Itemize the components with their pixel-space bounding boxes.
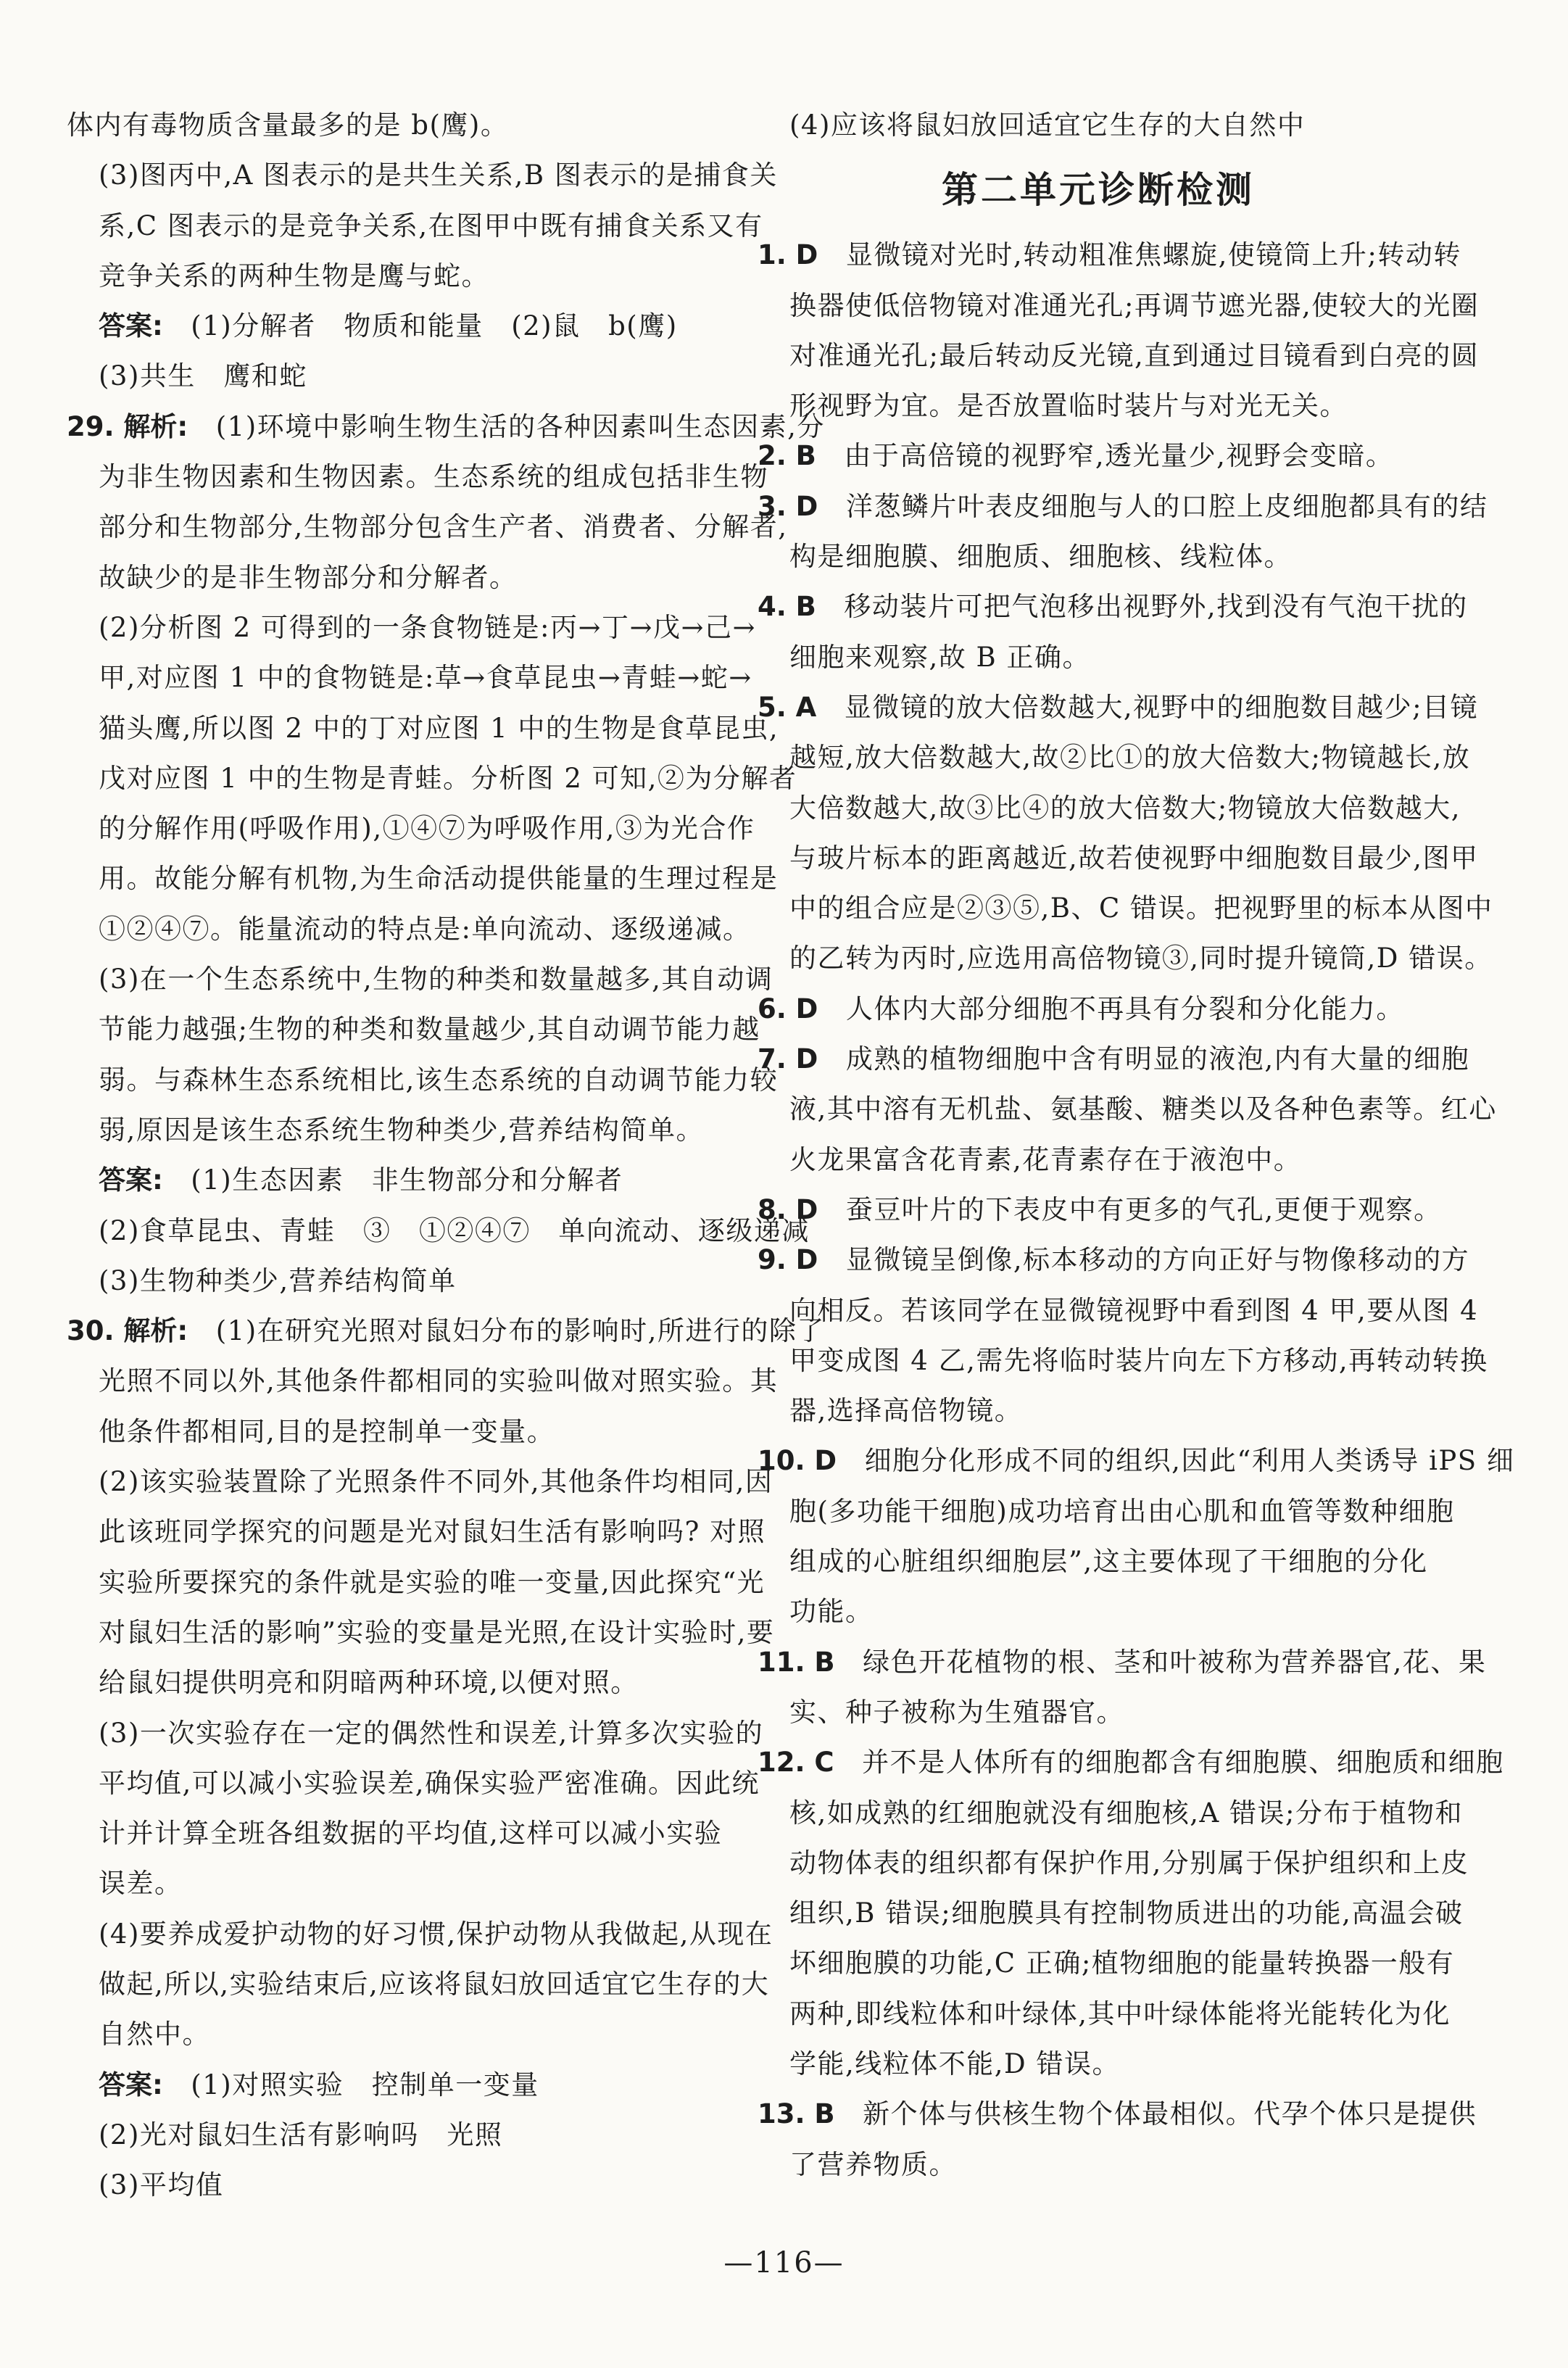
line-text: (3)生物种类少,营养结构简单 <box>99 1264 457 1296</box>
line-text: 实验所要探究的条件就是实验的唯一变量,因此探究“光 <box>99 1566 766 1598</box>
text-line <box>67 552 708 603</box>
line-text: (2)分析图 2 可得到的一条食物链是:丙→丁→戊→己→ <box>99 611 756 643</box>
line-text: 甲,对应图 1 中的食物链是:草→食草昆虫→青蛙→蛇→ <box>99 662 752 694</box>
text-line <box>758 1034 1470 1084</box>
text-line <box>67 753 797 803</box>
text-line <box>758 632 1439 682</box>
line-text: 新个体与供核生物个体最相似。代孕个体只是提供 <box>863 2098 1477 2130</box>
answer-list <box>758 230 1515 2190</box>
text-line <box>67 803 755 853</box>
item-label: 12. C <box>758 1747 834 1779</box>
line-text: (3)平均值 <box>99 2169 224 2201</box>
text-line <box>67 1708 764 1758</box>
text-line <box>758 732 1471 782</box>
text-line <box>758 1938 1455 1988</box>
text-line <box>67 1808 723 1858</box>
line-text: 换器使低倍物镜对准通光孔;再调节遮光器,使较大的光圈 <box>789 289 1480 321</box>
line-text: 功能。 <box>789 1596 874 1628</box>
item-label: 13. B <box>758 2098 835 2130</box>
line-text: 戊对应图 1 中的生物是青蛙。分析图 2 可知,②为分解者 <box>99 762 797 794</box>
line-text: 组织,B 错误;细胞膜具有控制物质进出的功能,高温会破 <box>789 1897 1464 1929</box>
line-text: (1)对照实验 控制单一变量 <box>191 2069 539 2100</box>
text-line <box>67 1909 773 1959</box>
text-line <box>67 1557 766 1607</box>
text-line <box>758 481 1488 531</box>
text-line <box>67 1105 708 1155</box>
item-label: 29. 解析: <box>67 410 188 442</box>
text-line <box>758 431 1439 481</box>
text-line <box>758 1135 1439 1185</box>
text-line <box>67 1858 708 1908</box>
text-line <box>758 1185 1442 1235</box>
line-text: (3)共生 鹰和蛇 <box>99 360 307 392</box>
text-line <box>758 783 1461 833</box>
line-text: 越短,放大倍数越大,故②比①的放大倍数大;物镜越长,放 <box>789 742 1471 774</box>
text-line <box>67 954 773 1004</box>
line-text: 细胞来观察,故 B 正确。 <box>789 641 1090 673</box>
line-text: 为非生物因素和生物因素。生态系统的组成包括非生物 <box>99 461 768 493</box>
text-line <box>758 2039 1439 2089</box>
line-text: (1)生态因素 非生物部分和分解者 <box>191 1164 623 1196</box>
text-line <box>758 1586 1439 1636</box>
line-text: 与玻片标本的距离越近,故若使视野中细胞数目最少,图甲 <box>789 842 1479 874</box>
text-line <box>67 1607 775 1657</box>
line-text: 系,C 图表示的是竞争关系,在图甲中既有捕食关系又有 <box>99 210 763 241</box>
text-line <box>758 984 1439 1034</box>
item-label: 答案: <box>99 310 163 342</box>
line-text: 平均值,可以减小实验误差,确保实验严密准确。因此统 <box>99 1767 760 1799</box>
text-line <box>67 1256 708 1306</box>
line-text: 显微镜呈倒像,标本移动的方向正好与物像移动的方 <box>845 1244 1470 1276</box>
line-text: 大倍数越大,故③比④的放大倍数大;物镜放大倍数越大, <box>789 792 1461 824</box>
line-text: 学能,线粒体不能,D 错误。 <box>789 2048 1120 2079</box>
line-text: 故缺少的是非生物部分和分解者。 <box>99 561 518 593</box>
text-line <box>758 1286 1479 1336</box>
text-line <box>758 230 1461 280</box>
text-line <box>67 653 752 703</box>
line-text: (3)一次实验存在一定的偶然性和误差,计算多次实验的 <box>99 1717 764 1749</box>
line-text: 坏细胞膜的功能,C 正确;植物细胞的能量转换器一般有 <box>789 1947 1455 1979</box>
text-line <box>758 2140 1439 2190</box>
line-text: (3)在一个生态系统中,生物的种类和数量越多,其自动调 <box>99 964 773 995</box>
text-line <box>67 301 708 351</box>
line-text: 两种,即线粒体和叶绿体,其中叶绿体能将光能转化为化 <box>789 1998 1451 2029</box>
text-line <box>67 1457 773 1507</box>
line-text: 细胞分化形成不同的组织,因此“利用人类诱导 iPS 细 <box>864 1445 1515 1477</box>
line-text: 此该班同学探究的问题是光对鼠妇生活有影响吗? 对照 <box>99 1516 766 1548</box>
text-line <box>67 853 779 903</box>
line-text: (2)光对鼠妇生活有影响吗 光照 <box>99 2119 503 2150</box>
line-text: (2)食草昆虫、青蛙 ③ ①②④⑦ 单向流动、逐级递减 <box>99 1214 810 1246</box>
text-line <box>67 1657 708 1707</box>
continuation-line: (4)应该将鼠妇放回适宜它生存的大自然中 <box>789 109 1306 141</box>
line-text: 弱,原因是该生态系统生物种类少,营养结构简单。 <box>99 1114 705 1146</box>
item-label: 6. D <box>758 993 818 1024</box>
line-text: 显微镜对光时,转动粗准焦螺旋,使镜筒上升;转动转 <box>845 239 1461 271</box>
text-line <box>758 1486 1455 1536</box>
line-text: 并不是人体所有的细胞都含有细胞膜、细胞质和细胞 <box>862 1747 1504 1779</box>
line-text: 绿色开花植物的根、茎和叶被称为营养器官,花、果 <box>863 1646 1487 1678</box>
line-text: 计并计算全班各组数据的平均值,这样可以减小实验 <box>99 1818 723 1850</box>
text-line <box>67 251 708 301</box>
text-line <box>67 1507 766 1557</box>
item-label: 4. B <box>758 591 816 623</box>
text-line <box>758 1235 1470 1285</box>
text-line <box>758 1084 1497 1134</box>
line-text: 用。故能分解有机物,为生命活动提供能量的生理过程是 <box>99 863 779 895</box>
line-text: (3)图丙中,A 图表示的是共生关系,B 图表示的是捕食关 <box>99 160 778 191</box>
line-text: 节能力越强;生物的种类和数量越少,其自动调节能力越 <box>99 1014 760 1046</box>
line-text: 猫头鹰,所以图 2 中的丁对应图 1 中的生物是食草昆虫, <box>99 712 779 744</box>
text-line <box>67 603 756 653</box>
text-line <box>758 933 1493 983</box>
text-line <box>758 1536 1439 1586</box>
line-text: 由于高倍镜的视野窄,透光量少,视野会变暗。 <box>844 440 1394 472</box>
line-text: 了营养物质。 <box>789 2148 957 2180</box>
line-text: 弱。与森林生态系统相比,该生态系统的自动调节能力较 <box>99 1064 779 1096</box>
line-text: 成熟的植物细胞中含有明显的液泡,内有大量的细胞 <box>845 1043 1470 1075</box>
text-line <box>758 1989 1451 2039</box>
item-label: 7. D <box>758 1043 818 1075</box>
line-text: 光照不同以外,其他条件都相同的实验叫做对照实验。其 <box>99 1365 779 1397</box>
text-line <box>67 2110 708 2160</box>
line-text: (4)要养成爱护动物的好习惯,保护动物从我做起,从现在 <box>99 1918 773 1950</box>
text-line <box>67 703 779 753</box>
line-text: 对鼠妇生活的影响”实验的变量是光照,在设计实验时,要 <box>99 1616 775 1648</box>
line-text: 误差。 <box>99 1868 183 1900</box>
line-text: 部分和生物部分,生物部分包含生产者、消费者、分解者, <box>99 511 788 543</box>
text-line <box>758 682 1479 732</box>
line-text: 向相反。若该同学在显微镜视野中看到图 4 甲,要从图 4 <box>789 1294 1479 1326</box>
line-text: 移动装片可把气泡移出视野外,找到没有气泡干扰的 <box>844 591 1468 623</box>
line-text: (1)环境中影响生物生活的各种因素叫生态因素,分 <box>215 410 825 442</box>
item-label: 30. 解析: <box>67 1315 188 1347</box>
line-text: 蚕豆叶片的下表皮中有更多的气孔,更便于观察。 <box>845 1193 1442 1225</box>
text-line <box>758 1436 1515 1486</box>
line-text: 显微镜的放大倍数越大,视野中的细胞数目越少;目镜 <box>844 691 1479 723</box>
text-line <box>758 281 1480 331</box>
text-line <box>758 1838 1469 1888</box>
text-line <box>67 1306 825 1356</box>
text-line <box>67 1055 779 1105</box>
item-label: 2. B <box>758 440 816 472</box>
line-text: (1)分解者 物质和能量 (2)鼠 b(鹰) <box>191 310 678 342</box>
line-text: 人体内大部分细胞不再具有分裂和分化能力。 <box>845 993 1404 1024</box>
line-text: 对准通光孔;最后转动反光镜,直到通过目镜看到白亮的圆 <box>789 339 1480 371</box>
text-line <box>758 331 1480 381</box>
right-column <box>758 100 1515 2190</box>
line-text: 液,其中溶有无机盐、氨基酸、糖类以及各种色素等。红心 <box>789 1093 1497 1125</box>
text-line <box>758 1637 1487 1687</box>
section-title: 第二单元诊断检测 <box>942 168 1255 212</box>
text-line <box>67 201 763 251</box>
line-text: 中的组合应是②③⑤,B、C 错误。把视野里的标本从图中 <box>789 893 1493 924</box>
item-label: 8. D <box>758 1193 818 1225</box>
text-line <box>758 1888 1464 1938</box>
line-text: 形视野为宜。是否放置临时装片与对光无关。 <box>789 390 1348 422</box>
text-line <box>758 1336 1488 1386</box>
text-line <box>758 1386 1439 1436</box>
line-text: 构是细胞膜、细胞质、细胞核、线粒体。 <box>789 541 1292 573</box>
text-line <box>67 1155 708 1205</box>
text-line <box>758 531 1439 581</box>
text-line <box>67 2160 708 2210</box>
item-label: 1. D <box>758 239 818 271</box>
line-text: 的分解作用(呼吸作用),①④⑦为呼吸作用,③为光合作 <box>99 813 755 845</box>
item-label: 10. D <box>758 1445 837 1477</box>
text-line <box>67 1004 760 1054</box>
text-line <box>67 150 778 200</box>
text-line <box>758 581 1468 632</box>
text-line <box>758 2089 1477 2139</box>
text-line <box>758 1737 1504 1787</box>
line-text: 自然中。 <box>99 2019 210 2050</box>
text-line <box>67 904 751 954</box>
line-text: 洋葱鳞片叶表皮细胞与人的口腔上皮细胞都具有的结 <box>845 490 1488 522</box>
text-line <box>67 502 788 552</box>
line-text: (2)该实验装置除了光照条件不同外,其他条件均相同,因 <box>99 1466 773 1498</box>
item-label: 答案: <box>99 2069 163 2100</box>
line-text: 体内有毒物质含量最多的是 b(鹰)。 <box>67 109 509 141</box>
line-text: 实、种子被称为生殖器官。 <box>789 1696 1124 1728</box>
text-line <box>758 1788 1463 1838</box>
text-line <box>67 2060 708 2110</box>
line-text: 做起,所以,实验结束后,应该将鼠妇放回适宜它生存的大 <box>99 1968 770 2000</box>
text-line <box>67 1407 708 1457</box>
line-text: ①②④⑦。能量流动的特点是:单向流动、逐级递减。 <box>99 913 751 945</box>
line-text: 火龙果富含花青素,花青素存在于液泡中。 <box>789 1143 1302 1175</box>
text-line <box>67 1959 770 2009</box>
item-label: 3. D <box>758 490 818 522</box>
line-text: 组成的心脏组织细胞层”,这主要体现了干细胞的分化 <box>789 1546 1428 1578</box>
item-label: 答案: <box>99 1164 163 1196</box>
item-label: 11. B <box>758 1646 835 1678</box>
text-line <box>758 833 1479 883</box>
line-text: 竞争关系的两种生物是鹰与蛇。 <box>99 260 489 291</box>
line-text: 的乙转为丙时,应选用高倍物镜③,同时提升镜筒,D 错误。 <box>789 943 1493 974</box>
text-line <box>67 1758 760 1808</box>
text-line <box>758 381 1439 431</box>
text-line <box>758 1687 1439 1737</box>
line-text: 他条件都相同,目的是控制单一变量。 <box>99 1415 555 1447</box>
text-line <box>67 1356 779 1406</box>
line-text: (1)在研究光照对鼠妇分布的影响时,所进行的除了 <box>215 1315 825 1347</box>
line-text: 胞(多功能干细胞)成功培育出由心肌和血管等数种细胞 <box>789 1495 1455 1527</box>
item-label: 9. D <box>758 1244 818 1276</box>
item-label: 5. A <box>758 691 817 723</box>
text-line <box>67 2009 708 2059</box>
text-line <box>67 452 768 502</box>
line-text: 甲变成图 4 乙,需先将临时装片向左下方移动,再转动转换 <box>789 1344 1488 1376</box>
line-text: 核,如成熟的红细胞就没有细胞核,A 错误;分布于植物和 <box>789 1797 1463 1829</box>
text-line <box>67 402 825 452</box>
text-line <box>758 883 1493 933</box>
page-number: —116— <box>723 2246 845 2280</box>
text-line <box>67 100 708 150</box>
text-line <box>67 351 708 401</box>
line-text: 器,选择高倍物镜。 <box>789 1395 1023 1427</box>
line-text: 给鼠妇提供明亮和阴暗两种环境,以便对照。 <box>99 1667 639 1699</box>
line-text: 动物体表的组织都有保护作用,分别属于保护组织和上皮 <box>789 1847 1469 1879</box>
